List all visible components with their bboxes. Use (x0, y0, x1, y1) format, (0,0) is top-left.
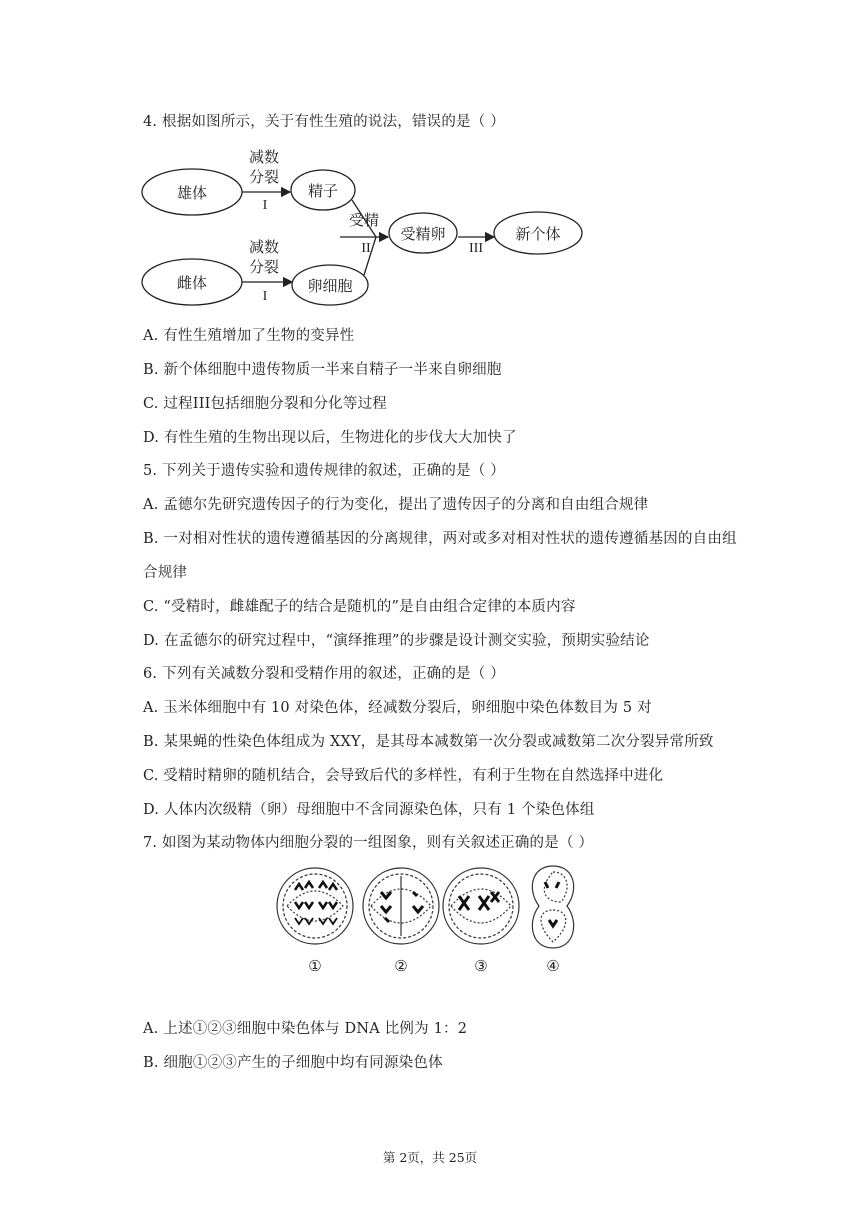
meiosis-bottom-label-2: 分裂 (248, 258, 280, 276)
q7-option-b: B. 细胞①②③产生的子细胞中均有同源染色体 (143, 1055, 443, 1071)
cell-1 (277, 868, 353, 944)
cell-label-1: ① (308, 957, 322, 975)
q4-option-d: D. 有性生殖的生物出现以后，生物进化的步伐大大加快了 (143, 430, 517, 446)
cell-3 (443, 868, 519, 944)
cell-label-2: ② (394, 957, 408, 975)
male-label: 雄体 (176, 184, 208, 202)
meiosis-top-label-1: 减数 (248, 148, 280, 166)
meiosis-bottom-label-1: 分裂 (248, 168, 280, 186)
q5-stem: 5. 下列关于遗传实验和遗传规律的叙述，正确的是（ ） (143, 463, 505, 479)
female-label: 雌体 (176, 274, 208, 292)
step-2-label: II (361, 241, 371, 256)
zygote-label: 受精卵 (400, 225, 446, 243)
q5-option-b-cont: 合规律 (143, 565, 188, 581)
q6-stem: 6. 下列有关减数分裂和受精作用的叙述，正确的是（ ） (143, 666, 505, 682)
q7-cell-division-figure (275, 862, 585, 980)
q6-option-d: D. 人体内次级精（卵）母细胞中不含同源染色体，只有 1 个染色体组 (143, 802, 595, 818)
q5-option-d: D. 在孟德尔的研究过程中，“演绎推理”的步骤是设计测交实验，预期实验结论 (143, 633, 650, 649)
fertilization-label: 受精 (348, 211, 380, 229)
cell-2 (363, 868, 439, 944)
q4-option-c: C. 过程III包括细胞分裂和分化等过程 (143, 396, 387, 412)
cell-label-4: ④ (546, 957, 560, 975)
q5-option-c: C. “受精时，雌雄配子的结合是随机的”是自由组合定律的本质内容 (143, 599, 576, 615)
page-footer: 第 2页，共 25页 (382, 1150, 478, 1165)
q6-option-b: B. 某果蝇的性染色体组成为 XXY，是其母本减数第一次分裂或减数第二次分裂异常所致 (143, 734, 714, 750)
q4-option-a: A. 有性生殖增加了生物的变异性 (143, 328, 355, 344)
q5-option-b: B. 一对相对性状的遗传遵循基因的分离规律，两对或多对相对性状的遗传遵循基因的自由组 (143, 531, 737, 547)
q7-stem: 7. 如图为某动物体内细胞分裂的一组图象，则有关叙述正确的是（ ） (143, 835, 594, 851)
q6-option-c: C. 受精时精卵的随机结合，会导致后代的多样性，有利于生物在自然选择中进化 (143, 768, 664, 784)
step-3-label: III (469, 241, 483, 256)
cell-label-3: ③ (474, 957, 488, 975)
step-1-label-bottom: I (262, 289, 268, 304)
meiosis-top-label-2: 减数 (248, 238, 280, 256)
egg-label: 卵细胞 (307, 277, 353, 295)
step-1-label-top: I (262, 198, 268, 213)
q7-option-a: A. 上述①②③细胞中染色体与 DNA 比例为 1：2 (143, 1021, 468, 1037)
q5-option-a: A. 孟德尔先研究遗传因子的行为变化，提出了遗传因子的分离和自由组合规律 (143, 497, 649, 513)
sperm-label: 精子 (307, 182, 339, 200)
q6-option-a: A. 玉米体细胞中有 10 对染色体，经减数分裂后，卵细胞中染色体数目为 5 对 (143, 700, 652, 716)
q4-stem: 4. 根据如图所示，关于有性生殖的说法，错误的是（ ） (143, 114, 505, 130)
cell-4 (532, 866, 573, 948)
q4-reproduction-diagram (140, 145, 590, 310)
new-individual-label: 新个体 (515, 225, 561, 243)
q4-option-b: B. 新个体细胞中遗传物质一半来自精子一半来自卵细胞 (143, 362, 502, 378)
